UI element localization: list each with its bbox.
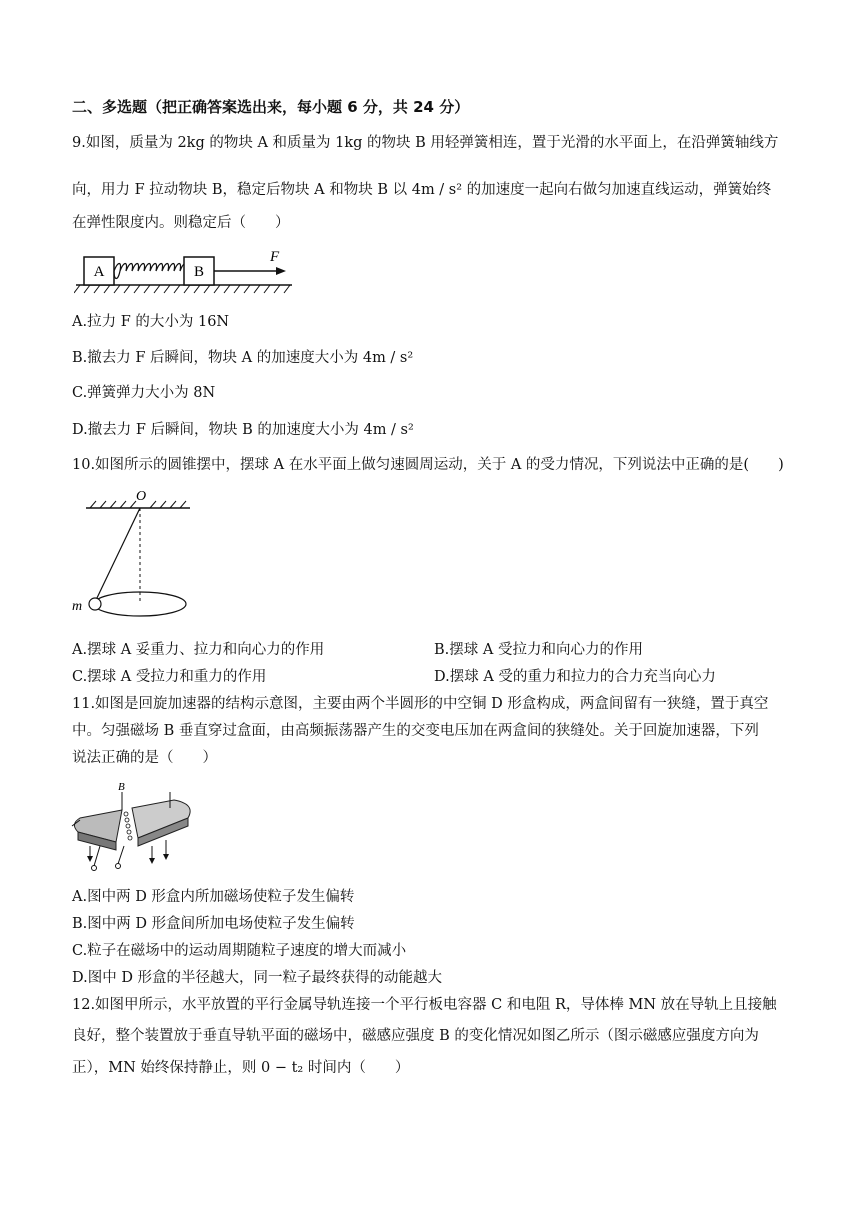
q9-stem-line-2: 向，用力 F 拉动物块 B，稳定后物块 A 和物块 B 以 4m / s² 的加速度一起向右做匀加速直线运动，弹簧始终	[72, 182, 772, 198]
cyclotron-figure	[70, 780, 200, 872]
mass-label: m	[72, 599, 83, 614]
q10-option-a: A.摆球 A 妥重力、拉力和向心力的作用	[72, 642, 325, 658]
pivot-label: O	[136, 489, 147, 504]
block-b-label: B	[193, 264, 205, 280]
q11-option-c: C.粒子在磁场中的运动周期随粒子速度的增大而减小	[72, 943, 407, 959]
q10-stem-line-1: 10.如图所示的圆锥摆中，摆球 A 在水平面上做匀速圆周运动，关于 A 的受力情况，下列说法中正确的是( )	[72, 457, 784, 473]
terminal-lead-left	[94, 846, 100, 866]
q11-stem-line-3: 说法正确的是（ ）	[72, 750, 217, 766]
q9-option-c: C.弹簧弹力大小为 8N	[72, 385, 216, 401]
q9-option-b: B.撤去力 F 后瞬间，物块 A 的加速度大小为 4m / s²	[72, 350, 414, 366]
q12-stem-line-3: 正），MN 始终保持静止，则 0 − t₂ 时间内（ ）	[72, 1060, 410, 1076]
block-a-label: A	[93, 264, 105, 280]
pendulum-string	[96, 508, 140, 600]
q9-stem-line-3: 在弹性限度内。则稳定后（ ）	[72, 215, 290, 231]
q9-stem-line-1: 9.如图，质量为 2kg 的物块 A 和质量为 1kg 的物块 B 用轻弹簧相连，置于光滑的水平面上，在沿弹簧轴线方	[72, 135, 779, 151]
q11-stem-line-2: 中。匀强磁场 B 垂直穿过盒面，由高频振荡器产生的交变电压加在两盒间的狭缝处。关于回旋加速器，下列	[72, 723, 759, 739]
terminal-right	[116, 864, 121, 869]
q9-option-a: A.拉力 F 的大小为 16N	[72, 314, 230, 330]
gap-particle-path	[124, 812, 132, 840]
q11-option-d: D.图中 D 形盒的半径越大，同一粒子最终获得的动能越大	[72, 970, 443, 986]
q10-option-d: D.摆球 A 受的重力和拉力的合力充当向心力	[434, 669, 716, 685]
terminal-lead-right	[118, 846, 124, 864]
q11-stem-line-1: 11.如图是回旋加速器的结构示意图，主要由两个半圆形的中空铜 D 形盒构成，两盒间留有一狭缝，置于真空	[72, 696, 769, 712]
q10-option-b: B.摆球 A 受拉力和向心力的作用	[434, 642, 643, 658]
conical-pendulum-figure	[70, 486, 198, 622]
spring-blocks-figure	[74, 245, 296, 297]
q9-option-d: D.撤去力 F 后瞬间，物块 B 的加速度大小为 4m / s²	[72, 422, 414, 438]
spring	[114, 264, 193, 279]
force-label: F	[270, 249, 280, 265]
ground-hatching	[74, 285, 290, 293]
section-title: 二、多选题（把正确答案选出来，每小题 6 分，共 24 分）	[72, 98, 470, 116]
pendulum-bob	[89, 598, 101, 610]
terminal-left	[92, 866, 97, 871]
force-arrow-head	[276, 267, 286, 275]
field-label: B	[118, 781, 125, 793]
q11-option-b: B.图中两 D 形盒间所加电场使粒子发生偏转	[72, 916, 355, 932]
q10-option-c: C.摆球 A 受拉力和重力的作用	[72, 669, 267, 685]
q11-option-a: A.图中两 D 形盒内所加磁场使粒子发生偏转	[72, 889, 355, 905]
q12-stem-line-2: 良好，整个装置放于垂直导轨平面的磁场中，磁感应强度 B 的变化情况如图乙所示（图示磁感应强度方向为	[72, 1028, 759, 1044]
q12-stem-line-1: 12.如图甲所示，水平放置的平行金属导轨连接一个平行板电容器 C 和电阻 R，导体棒 MN 放在导轨上且接触	[72, 997, 777, 1013]
field-arrowheads	[87, 854, 169, 864]
